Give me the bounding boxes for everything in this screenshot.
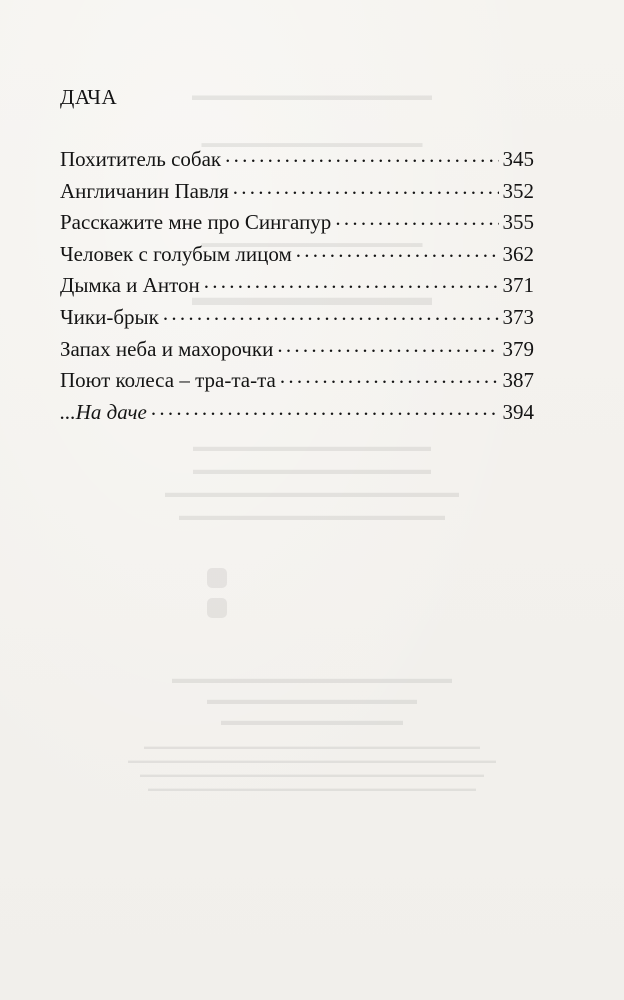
toc-entry-title: ...На даче [60,399,147,424]
toc-entry [60,303,534,335]
toc-entry [60,208,534,240]
toc-entry [60,271,534,303]
dot-leader [204,271,499,292]
bleed-through-line: ▬▬▬▬▬▬▬▬▬▬▬▬▬▬▬▬▬ [201,135,423,150]
bleed-through-line: ▬▬▬▬▬▬▬▬▬▬▬▬▬▬▬▬▬ [201,235,423,250]
bleed-through-line: ▬▬▬▬▬▬▬▬▬▬▬▬▬▬▬▬▬▬▬▬ [172,672,452,687]
toc-entry [60,366,534,398]
toc-entry-title: Запах неба и махорочки [60,336,274,361]
toc-entry-title: Человек с голубым лицом [60,241,292,266]
toc-entry [60,398,534,430]
toc-entry-title: Похититель собак [60,147,222,171]
bleed-through-line: ▬▬▬▬▬▬▬▬▬▬▬▬▬▬▬▬▬▬▬▬▬▬▬▬▬▬▬▬▬▬▬▬▬▬▬▬▬▬▬▬▬▬ [144,742,480,751]
toc-entry-title: Дымка и Антон [60,273,200,298]
toc-entry-page: 345 [502,147,534,171]
bleed-through-line: ▬▬▬▬▬▬▬▬▬▬▬▬▬▬▬ [207,693,417,708]
dot-leader [280,366,499,387]
toc-entry [60,335,534,367]
toc-entry [60,177,534,209]
toc-entry [60,145,534,177]
bleed-through-line: ▬▬▬▬▬▬▬▬▬▬▬▬▬▬▬▬▬▬▬▬▬▬▬▬▬▬▬▬▬▬▬▬▬▬▬▬▬▬▬▬▬ [148,784,476,793]
toc-entry-title: Поют колеса – тра-та-та [60,368,276,393]
toc-entry-page: 362 [502,241,534,266]
bleed-through-line: ▬▬▬▬▬▬▬▬▬▬▬▬▬▬▬▬▬ [193,440,431,455]
dot-leader [225,145,498,166]
bleed-through-line: ▬▬▬▬▬▬▬▬▬▬▬▬▬▬▬▬▬ [193,463,431,478]
bleed-through-line: ▬▬▬▬▬▬▬▬▬▬▬▬▬ [221,714,403,729]
bleed-through-line: ▬▬▬▬▬▬▬▬▬▬▬▬▬▬▬▬▬▬▬▬▬▬▬▬▬▬▬▬▬▬▬▬▬▬▬▬▬▬▬▬▬▬▬▬▬▬ [128,756,496,765]
section-title: ДАЧА [60,85,118,109]
toc-entry-page: 373 [502,304,534,329]
bleed-through-icon [207,598,227,618]
toc-entry-page: 394 [502,399,534,424]
bleed-through-line: ▬▬▬▬▬▬▬▬▬▬▬▬▬▬▬▬▬▬▬▬▬ [165,486,459,501]
toc-entry-page: 355 [502,210,534,235]
dot-leader [335,208,498,229]
toc-entry-title: Расскажите мне про Сингапур [60,210,332,235]
toc-entry-page: 379 [502,336,534,361]
dot-leader [296,240,499,261]
toc-entry-title: Чики-брык [60,304,159,329]
toc-entry-page: 387 [502,368,534,393]
bleed-through-icon [207,568,227,588]
bleed-through-line: ▬▬▬▬▬▬▬▬▬▬▬▬▬▬▬▬▬▬▬ [179,509,445,524]
bleed-through-line: ▬▬▬▬▬▬▬▬▬▬▬▬▬▬▬▬▬▬▬▬▬▬▬▬▬▬▬▬▬▬▬▬▬▬▬▬▬▬▬▬▬▬▬ [140,770,484,779]
dot-leader [163,303,499,324]
bleed-through-line: ▬▬▬▬▬▬▬▬▬▬▬▬▬▬▬▬ [192,88,432,104]
toc-entry-page: 371 [502,273,534,298]
toc-entry-page: 352 [502,178,534,203]
toc-entry-title: Англичанин Павля [60,178,229,203]
dot-leader [233,177,499,198]
dot-leader [277,335,498,356]
dot-leader [151,398,499,419]
bleed-through-line: ▬▬▬▬▬▬▬▬▬▬ [192,285,432,311]
table-of-contents [60,145,534,429]
toc-entry [60,240,534,272]
